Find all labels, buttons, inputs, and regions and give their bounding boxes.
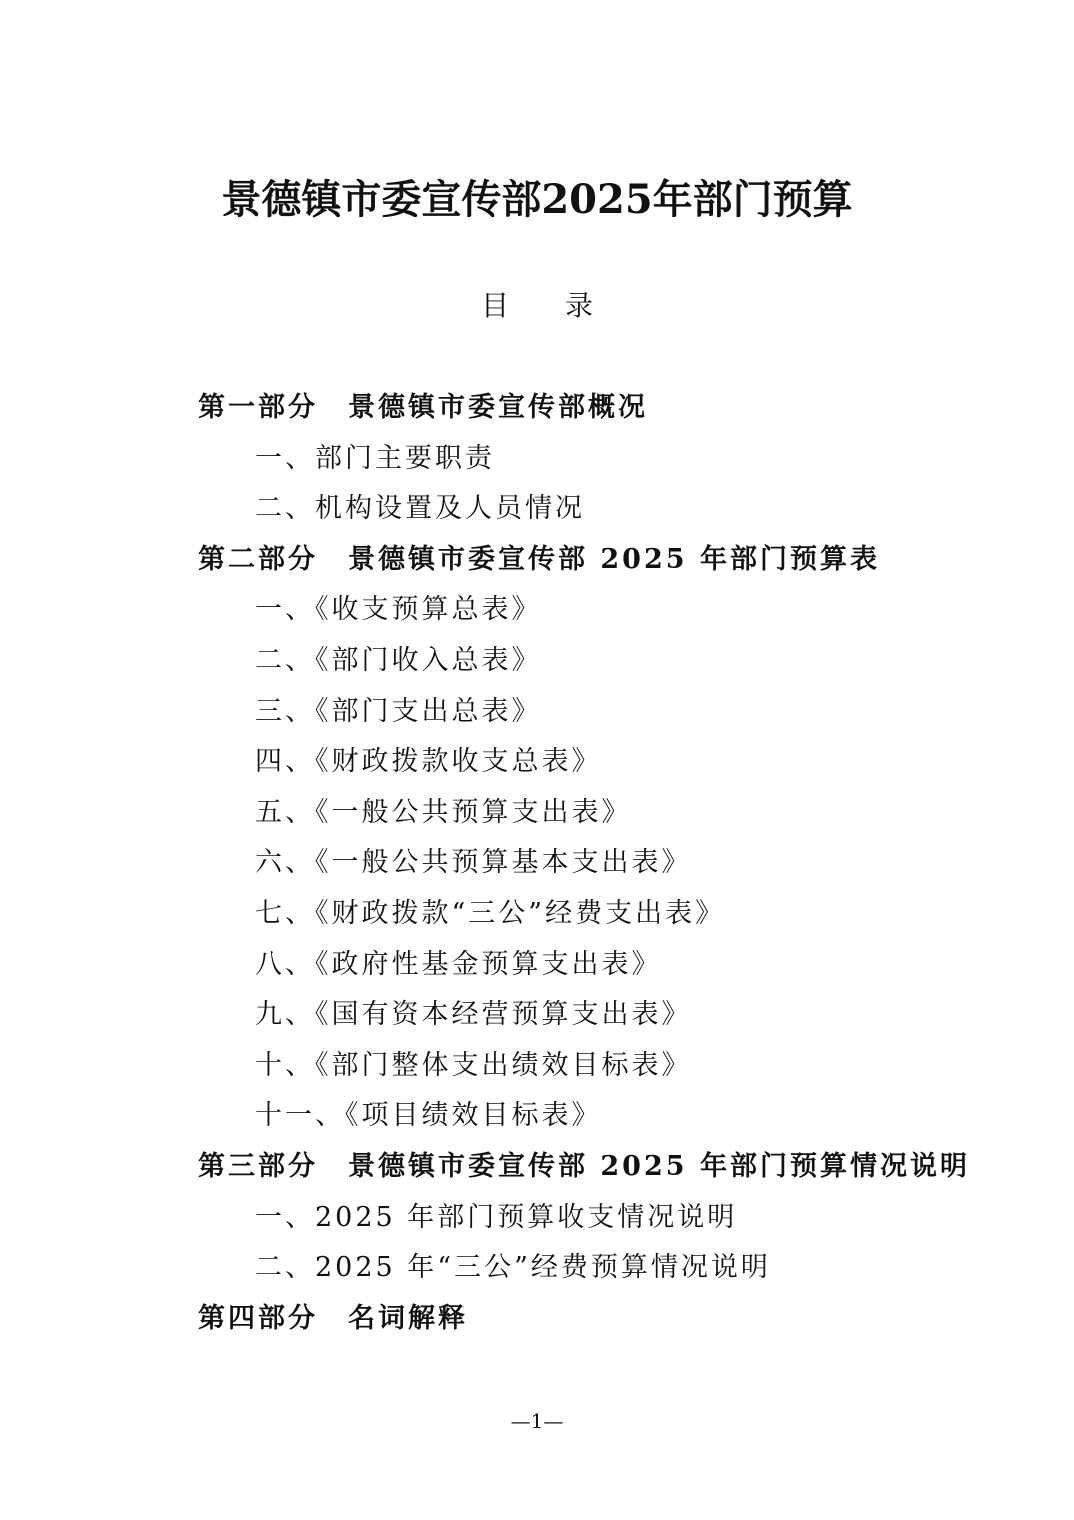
toc-item: 二、机构设置及人员情况: [255, 493, 585, 525]
toc-item: 一、《收支预算总表》: [255, 594, 542, 626]
toc-item: 三、《部门支出总表》: [255, 695, 542, 727]
toc-item: 六、《一般公共预算基本支出表》: [255, 847, 692, 879]
toc-part-heading: 第三部分 景德镇市委宣传部 2025 年部门预算情况说明: [198, 1150, 970, 1182]
toc-item: 八、《政府性基金预算支出表》: [255, 948, 662, 980]
toc-item: 四、《财政拨款收支总表》: [255, 746, 602, 778]
toc-item: 十一、《项目绩效目标表》: [255, 1100, 602, 1132]
toc-part-heading: 第四部分 名词解释: [198, 1302, 468, 1334]
toc-part-heading: 第一部分 景德镇市委宣传部概况: [198, 392, 648, 423]
toc-part-heading: 第二部分 景德镇市委宣传部 2025 年部门预算表: [198, 543, 880, 575]
document-title: 景德镇市委宣传部2025年部门预算: [221, 176, 853, 223]
page-number: —1—: [510, 1409, 564, 1433]
toc-heading: 目 录: [480, 289, 593, 322]
toc-item: 一、2025 年部门预算收支情况说明: [255, 1201, 738, 1233]
toc-item: 一、部门主要职责: [255, 442, 495, 474]
toc-item: 二、2025 年“三公”经费预算情况说明: [255, 1252, 771, 1284]
toc-item: 七、《财政拨款“三公”经费支出表》: [255, 897, 726, 929]
toc-item: 十、《部门整体支出绩效目标表》: [255, 1049, 692, 1081]
toc-item: 二、《部门收入总表》: [255, 644, 542, 676]
toc-item: 五、《一般公共预算支出表》: [255, 796, 632, 828]
table-of-contents: [198, 388, 1018, 1349]
toc-item: 九、《国有资本经营预算支出表》: [255, 999, 692, 1031]
